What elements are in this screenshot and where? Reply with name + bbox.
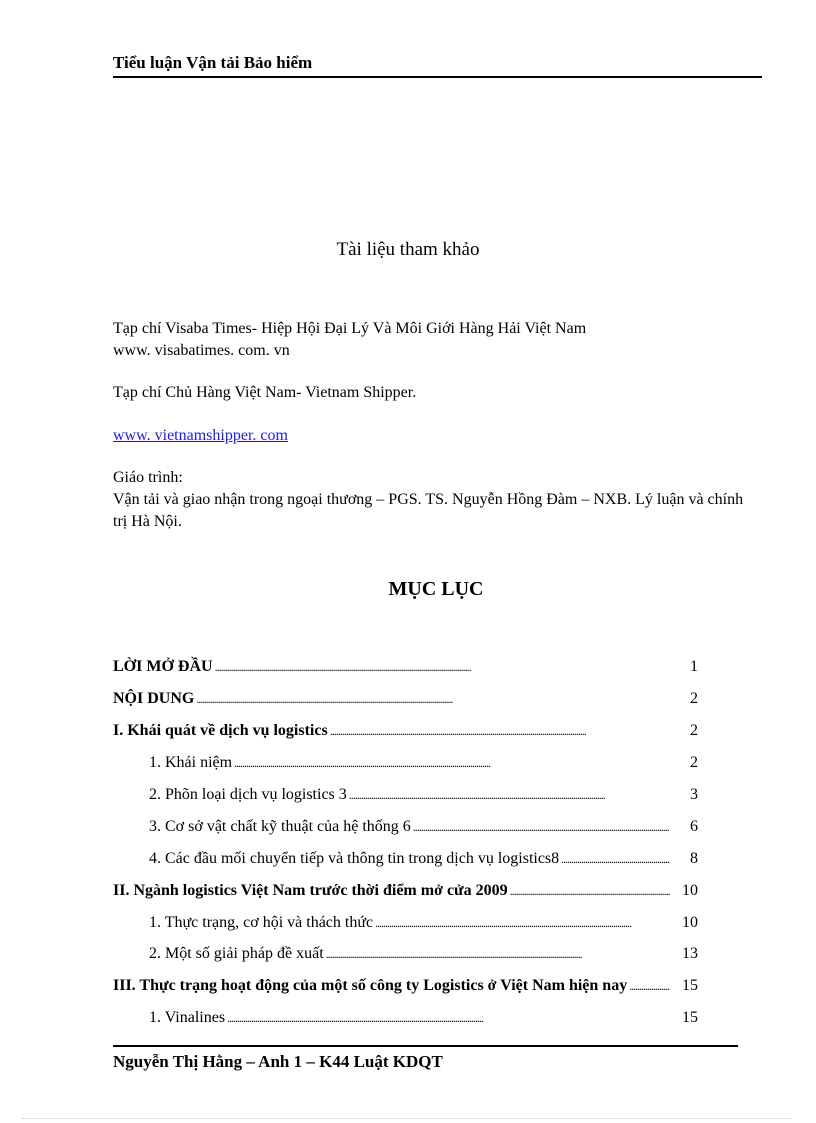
toc-entry-label: III. Thực trạng hoạt động của một số công ty Logistics ở Việt Nam hiện nay: [113, 977, 628, 994]
reference-item: [113, 318, 758, 362]
toc-entry[interactable]: [149, 784, 698, 806]
toc-leader-dots: [330, 720, 670, 742]
toc-entry-page: 15: [682, 977, 698, 994]
toc-leader-dots: [561, 848, 670, 870]
toc-title: MỤC LỤC: [388, 578, 484, 600]
references-title: Tài liệu tham khảo: [336, 239, 480, 260]
header-title: Tiểu luận Vận tải Bảo hiểm: [113, 53, 313, 72]
toc-leader-dots: [375, 912, 670, 934]
toc-entry[interactable]: [149, 943, 698, 965]
reference-text: Tạp chí Visaba Times- Hiệp Hội Đại Lý Và Môi Giới Hàng Hải Việt Nam: [113, 320, 587, 337]
toc-entry-label: 1. Vinalines: [149, 1009, 226, 1026]
toc-entry-label: 4. Các đầu mối chuyển tiếp và thông tin trong dịch vụ logistics8: [149, 850, 560, 867]
toc-leader-dots: [349, 784, 670, 806]
toc-entry-page: 10: [682, 882, 698, 899]
toc-leader-dots: [413, 816, 670, 838]
toc-leader-dots: [326, 943, 670, 965]
toc-entry[interactable]: [113, 720, 698, 742]
toc-entry-page: 3: [690, 786, 698, 803]
toc-leader-dots: [234, 752, 670, 774]
toc-leader-dots: [196, 688, 670, 710]
toc-leader-dots: [629, 975, 670, 997]
toc-entry-page: 8: [690, 850, 698, 867]
toc-entry-label: 2. Phõn loại dịch vụ logistics 3: [149, 786, 347, 803]
toc-entry[interactable]: [149, 848, 698, 870]
page-header: [113, 52, 762, 78]
toc-entry-page: 2: [690, 690, 698, 707]
reference-item: [113, 425, 758, 447]
toc-entry[interactable]: [113, 656, 698, 678]
toc-entry[interactable]: [113, 975, 698, 997]
toc-entry-label: NỘI DUNG: [113, 690, 195, 707]
toc-entry-label: LỜI MỞ ĐẦU: [113, 658, 213, 675]
footer-text: Nguyễn Thị Hằng – Anh 1 – K44 Luật KDQT: [113, 1052, 443, 1071]
page-edge-divider: [22, 1118, 792, 1119]
toc-entry-page: 6: [690, 818, 698, 835]
toc-leader-dots: [510, 880, 670, 902]
toc-entry[interactable]: [113, 688, 698, 710]
toc-entry-label: I. Khái quát về dịch vụ logistics: [113, 722, 328, 739]
toc-entry[interactable]: [149, 752, 698, 774]
toc-entry-page: 2: [690, 722, 698, 739]
toc-entry-page: 1: [690, 658, 698, 675]
toc-entry-page: 13: [682, 945, 698, 962]
toc-entry-label: 1. Thực trạng, cơ hội và thách thức: [149, 914, 374, 931]
reference-item: [113, 382, 758, 404]
reference-url: www. visabatimes. com. vn: [113, 342, 290, 359]
toc-entry[interactable]: [113, 880, 698, 902]
toc-entry-label: 2. Một số giải pháp đề xuất: [149, 945, 324, 962]
reference-item: [113, 467, 758, 533]
toc-entry[interactable]: [149, 816, 698, 838]
reference-link[interactable]: www. vietnamshipper. com: [113, 427, 288, 444]
toc-entry-page: 15: [682, 1009, 698, 1026]
toc-entry[interactable]: [149, 1007, 698, 1029]
reference-label: Giáo trình:: [113, 469, 183, 486]
toc-entry[interactable]: [149, 912, 698, 934]
toc-leader-dots: [227, 1007, 670, 1029]
page-footer: [113, 1045, 738, 1073]
toc-entry-label: II. Ngành logistics Việt Nam trước thời điểm mở cửa 2009: [113, 882, 508, 899]
reference-text: Vận tải và giao nhận trong ngoại thương – PGS. TS. Nguyễn Hồng Đàm – NXB. Lý luận và chính trị Hà Nội.: [113, 491, 744, 530]
toc-entry-label: 3. Cơ sở vật chất kỹ thuật của hệ thống 6: [149, 818, 411, 835]
toc-entry-page: 10: [682, 914, 698, 931]
reference-text: Tạp chí Chủ Hàng Việt Nam- Vietnam Shipper.: [113, 384, 417, 401]
toc-leader-dots: [215, 656, 670, 678]
toc-entry-label: 1. Khái niệm: [149, 754, 233, 771]
toc-entry-page: 2: [690, 754, 698, 771]
